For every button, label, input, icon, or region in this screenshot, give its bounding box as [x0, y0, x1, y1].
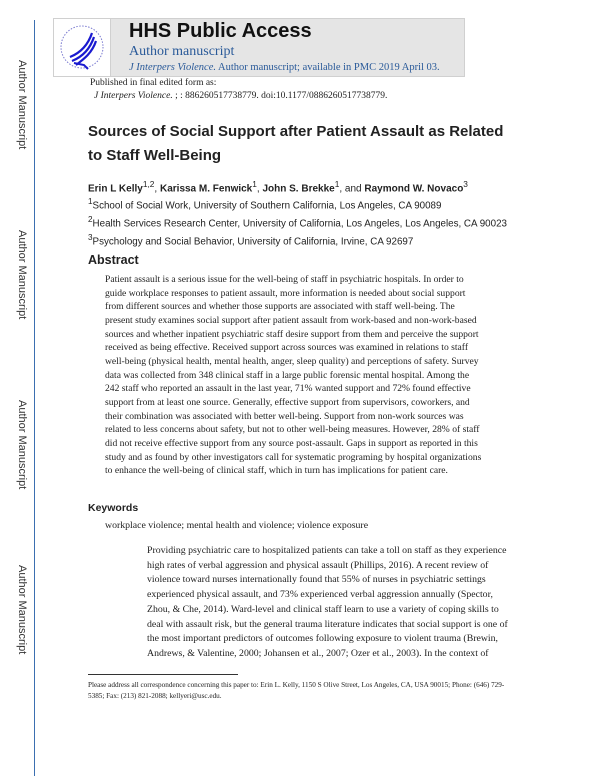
published-label: Published in final edited form as:	[90, 78, 217, 88]
hhs-header	[53, 18, 465, 77]
text-line: high rates of verbal aggression and physical assault (Phillips, 2016). A recent review of	[147, 559, 489, 571]
published-citation: J Interpers Violence. ; : 886260517738779. doi:10.1177/0886260517738779.	[94, 91, 388, 101]
keywords-heading: Keywords	[88, 502, 139, 514]
text-line: related to less concerns about safety, but not to other well-being measures. However, 28% of staff	[105, 424, 480, 436]
article-title: Sources of Social Support after Patient Assault as Related to Staff Well-Being	[88, 123, 504, 164]
footnote-divider	[88, 674, 238, 675]
text-line: sources and whether inpatient psychiatric staff desire support from them and perceive the support	[105, 328, 479, 340]
header-availability: J Interpers Violence. Author manuscript; available in PMC 2019 April 03.	[129, 62, 440, 73]
sidebar-label: Author Manuscript	[16, 565, 28, 655]
keywords-text: workplace violence; mental health and violence; violence exposure	[105, 520, 369, 531]
affiliation: $^1$School of Social Work, University of Southern California, Los Angeles, CA 90089	[88, 197, 442, 212]
text-line: deal with assault risk, but the general trauma literature indicates that social support is one of	[147, 618, 508, 630]
header-title: HHS Public Access	[129, 20, 312, 42]
abstract-text	[105, 273, 525, 478]
text-line: violence toward nurses internationally found that 55% of nurses in psychiatric settings	[147, 574, 486, 586]
text-line: support from at least one source. Generally, effective support from supervisors, coworkers, and	[105, 396, 470, 408]
text-line: Providing psychiatric care to hospitalized patients can take a toll on staff as they experience	[147, 545, 507, 556]
sidebar-label: Author Manuscript	[16, 230, 28, 320]
author-list: Erin L Kelly$^{1,2}$, Karissa M. Fenwick$^1$, John S. Brekke$^1$, and Raymond W. Novaco$^3$	[88, 179, 468, 195]
text-line: guide workplace responses to patient assault, more information is needed about social support	[105, 287, 466, 299]
text-line: data was collected from 348 clinical staff in a large public forensic mental hospital. Among the	[105, 369, 470, 381]
text-line: well-being (physical health, mental health, anger, sleep quality) and perceptions of safety. Survey	[105, 355, 479, 367]
abstract-heading: Abstract	[88, 253, 139, 267]
text-line: Andrews, & Valentine, 2000; Johansen et al., 2007; Ozer et al., 2003). In the context of	[147, 647, 489, 659]
header-subtitle: Author manuscript	[129, 44, 235, 59]
text-line: Zhou, & Che, 2014). Ward-level and clinical staff learn to use a variety of coping skills to	[147, 603, 499, 615]
text-line: study and as found by other investigators call for systematic programing by hospital organizations	[105, 451, 482, 463]
margin-rule	[34, 20, 35, 776]
text-line: to enhance the well-being of clinical staff, which in turn has implications for patient care.	[105, 465, 448, 477]
sidebar-label: Author Manuscript	[16, 60, 28, 150]
text-line: from different sources and whether those supports are associated with staff well-being. The	[105, 301, 455, 313]
affiliation: $^2$Health Services Research Center, University of California, Los Angeles, Los Angeles, CA 90023	[88, 215, 507, 230]
text-line: present study examines social support after patient assault from work-based and non-work-based	[105, 314, 477, 326]
hhs-logo-icon	[54, 19, 111, 76]
text-line: the most important predictors of outcomes following exposure to violent trauma (Brewin,	[147, 633, 498, 645]
text-line: experienced physical assault, and 73% experienced verbal aggression annually (Spector,	[147, 589, 493, 601]
text-line: their combination was associated with better well-being. Support from non-work sources was	[105, 410, 464, 422]
text-line: Patient assault is a serious issue for the well-being of staff in psychiatric hospitals. In order to	[105, 274, 464, 285]
text-line: received as being effective. Received support across sources was examined in relations to staff	[105, 342, 469, 354]
footnote: Please address all correspondence concerning this paper to: Erin L. Kelly, 1150 S Olive Street, Los Angeles, CA, USA 90015; Phone: (646) 729-5385; Fax: (213) 821-2088; kellyeri@usc.edu.	[88, 681, 505, 700]
affiliation: $^3$Psychology and Social Behavior, University of California, Irvine, CA 92697	[88, 233, 414, 248]
text-line: 242 staff who reported an assault in the last year, 71% wanted support and 72% found effective	[105, 383, 471, 395]
body-paragraph	[147, 544, 527, 662]
text-line: did not receive effective support from any source post-assault. Gaps in support as reported in this	[105, 437, 478, 449]
sidebar-label: Author Manuscript	[16, 400, 28, 490]
